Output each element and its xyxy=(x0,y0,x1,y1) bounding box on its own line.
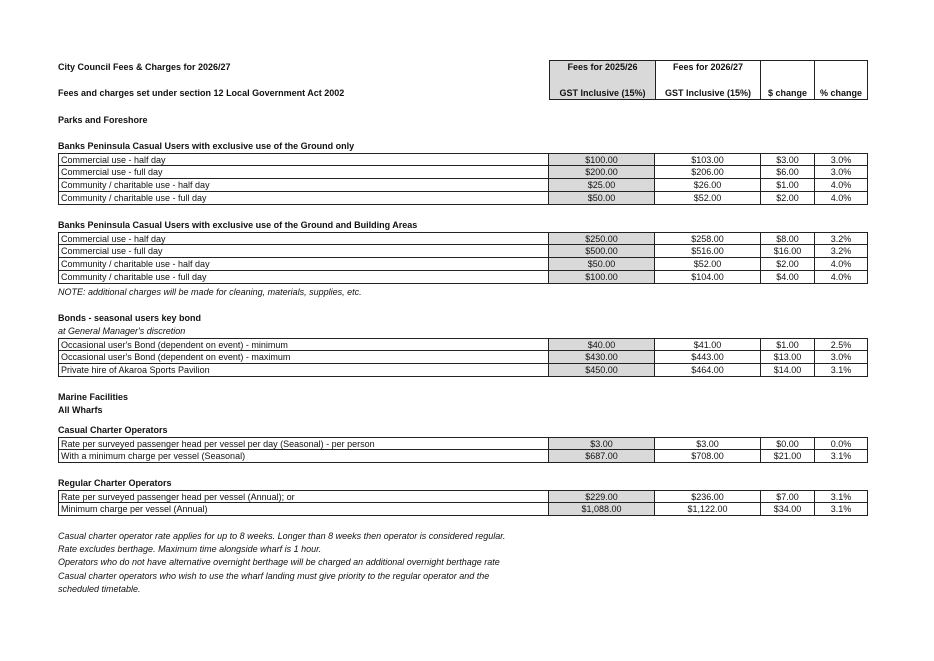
percent-change: 3.0% xyxy=(815,351,868,364)
percent-change: 2.5% xyxy=(815,338,868,351)
row-description: Private hire of Akaroa Sports Pavilion xyxy=(58,364,549,377)
header-percent-change: % change xyxy=(819,88,862,98)
table-row xyxy=(58,166,868,179)
percent-change: 0.0% xyxy=(815,437,868,450)
fee-2025-26: $1,088.00 xyxy=(549,503,655,516)
table-row xyxy=(58,437,868,450)
row-description: Minimum charge per vessel (Annual) xyxy=(58,503,549,516)
row-description: Commercial use - half day xyxy=(58,232,549,245)
marine-heading: Marine Facilities xyxy=(58,392,129,402)
row-description: Rate per surveyed passenger head per vessel (Annual); or xyxy=(58,490,549,503)
fee-2026-27: $41.00 xyxy=(655,338,761,351)
fee-2025-26: $50.00 xyxy=(549,192,655,205)
dollar-change: $34.00 xyxy=(761,503,815,516)
row-description: Commercial use - full day xyxy=(58,166,549,179)
dollar-change: $6.00 xyxy=(761,166,815,179)
row-description: Commercial use - half day xyxy=(58,153,549,166)
table-row xyxy=(58,338,868,351)
table-row xyxy=(58,153,868,166)
fee-2025-26: $687.00 xyxy=(549,450,655,463)
document-title: City Council Fees & Charges for 2026/27 xyxy=(58,62,231,72)
fee-2025-26: $100.00 xyxy=(549,271,655,284)
document-subtitle: Fees and charges set under section 12 Local Government Act 2002 xyxy=(58,88,345,98)
row-description: With a minimum charge per vessel (Seasonal) xyxy=(58,450,549,463)
fee-2026-27: $3.00 xyxy=(655,437,761,450)
fee-2026-27: $708.00 xyxy=(655,450,761,463)
table-row xyxy=(58,271,868,284)
dollar-change: $21.00 xyxy=(761,450,815,463)
fee-2026-27: $52.00 xyxy=(655,258,761,271)
fee-2025-26: $500.00 xyxy=(549,245,655,258)
dollar-change: $1.00 xyxy=(761,338,815,351)
category-heading: Parks and Foreshore xyxy=(58,115,148,125)
percent-change: 3.1% xyxy=(815,503,868,516)
fee-2025-26: $50.00 xyxy=(549,258,655,271)
percent-change: 3.0% xyxy=(815,153,868,166)
fee-2026-27: $516.00 xyxy=(655,245,761,258)
dollar-change: $4.00 xyxy=(761,271,815,284)
section-heading: Banks Peninsula Casual Users with exclusive use of the Ground only xyxy=(58,141,355,151)
dollar-change: $2.00 xyxy=(761,192,815,205)
fee-2025-26: $100.00 xyxy=(549,153,655,166)
footer-note: Rate excludes berthage. Maximum time alongside wharf is 1 hour. xyxy=(58,544,322,554)
dollar-change: $1.00 xyxy=(761,179,815,192)
percent-change: 3.2% xyxy=(815,232,868,245)
table-row xyxy=(58,503,868,516)
table-row xyxy=(58,364,868,377)
footer-note: Casual charter operators who wish to use the wharf landing must give priority to the regular operator and the xyxy=(58,571,490,581)
table-row xyxy=(58,245,868,258)
row-description: Rate per surveyed passenger head per vessel per day (Seasonal) - per person xyxy=(58,437,549,450)
percent-change: 4.0% xyxy=(815,258,868,271)
fee-2025-26: $229.00 xyxy=(549,490,655,503)
fee-2026-27: $258.00 xyxy=(655,232,761,245)
fee-2025-26: $250.00 xyxy=(549,232,655,245)
row-description: Occasional user's Bond (dependent on event) - minimum xyxy=(58,338,549,351)
fee-2026-27: $103.00 xyxy=(655,153,761,166)
dollar-change: $16.00 xyxy=(761,245,815,258)
row-description: Community / charitable use - full day xyxy=(58,271,549,284)
fee-2026-27: $52.00 xyxy=(655,192,761,205)
percent-change: 4.0% xyxy=(815,192,868,205)
footer-note: scheduled timetable. xyxy=(58,584,141,594)
table-row xyxy=(58,179,868,192)
fee-2026-27: $1,122.00 xyxy=(655,503,761,516)
fee-2026-27: $206.00 xyxy=(655,166,761,179)
fee-2025-26: $450.00 xyxy=(549,364,655,377)
table-row xyxy=(58,490,868,503)
footer-note: Operators who do not have alternative overnight berthage will be charged an additional overnight berthage rate xyxy=(58,557,500,567)
table-row xyxy=(58,192,868,205)
footer-note: Casual charter operator rate applies for up to 8 weeks. Longer than 8 weeks then operator is considered regular. xyxy=(58,531,506,541)
row-description: Community / charitable use - half day xyxy=(58,179,549,192)
fee-2025-26: $25.00 xyxy=(549,179,655,192)
header-dollar-change: $ change xyxy=(767,88,807,98)
header-fees-2026-27: Fees for 2026/27 xyxy=(672,62,744,72)
section-subtitle: at General Manager's discretion xyxy=(58,326,186,336)
header-gst-2025-26: GST Inclusive (15%) xyxy=(559,88,646,98)
dollar-change: $2.00 xyxy=(761,258,815,271)
fee-2026-27: $236.00 xyxy=(655,490,761,503)
section-heading: Banks Peninsula Casual Users with exclusive use of the Ground and Building Areas xyxy=(58,220,418,230)
section-heading: Bonds - seasonal users key bond xyxy=(58,313,202,323)
fee-2025-26: $40.00 xyxy=(549,338,655,351)
fee-2025-26: $430.00 xyxy=(549,351,655,364)
dollar-change: $7.00 xyxy=(761,490,815,503)
table-row xyxy=(58,450,868,463)
fee-2026-27: $104.00 xyxy=(655,271,761,284)
row-description: Commercial use - full day xyxy=(58,245,549,258)
dollar-change: $3.00 xyxy=(761,153,815,166)
percent-change: 3.1% xyxy=(815,364,868,377)
table-row xyxy=(58,258,868,271)
row-description: Community / charitable use - full day xyxy=(58,192,549,205)
fee-2025-26: $3.00 xyxy=(549,437,655,450)
dollar-change: $14.00 xyxy=(761,364,815,377)
dollar-change: $0.00 xyxy=(761,437,815,450)
row-description: Occasional user's Bond (dependent on event) - maximum xyxy=(58,351,549,364)
section-note: NOTE: additional charges will be made for cleaning, materials, supplies, etc. xyxy=(58,287,362,297)
dollar-change: $8.00 xyxy=(761,232,815,245)
row-description: Community / charitable use - half day xyxy=(58,258,549,271)
percent-change: 4.0% xyxy=(815,271,868,284)
fee-2026-27: $443.00 xyxy=(655,351,761,364)
percent-change: 3.1% xyxy=(815,490,868,503)
marine-subheading: All Wharfs xyxy=(58,405,103,415)
table-row xyxy=(58,232,868,245)
dollar-change: $13.00 xyxy=(761,351,815,364)
percent-change: 3.1% xyxy=(815,450,868,463)
percent-change: 4.0% xyxy=(815,179,868,192)
section-heading: Regular Charter Operators xyxy=(58,478,172,488)
fee-2025-26: $200.00 xyxy=(549,166,655,179)
table-row xyxy=(58,351,868,364)
header-gst-2026-27: GST Inclusive (15%) xyxy=(664,88,752,98)
section-heading: Casual Charter Operators xyxy=(58,425,168,435)
fee-2026-27: $464.00 xyxy=(655,364,761,377)
percent-change: 3.0% xyxy=(815,166,868,179)
percent-change: 3.2% xyxy=(815,245,868,258)
fee-2026-27: $26.00 xyxy=(655,179,761,192)
header-fees-2025-26: Fees for 2025/26 xyxy=(567,62,638,72)
